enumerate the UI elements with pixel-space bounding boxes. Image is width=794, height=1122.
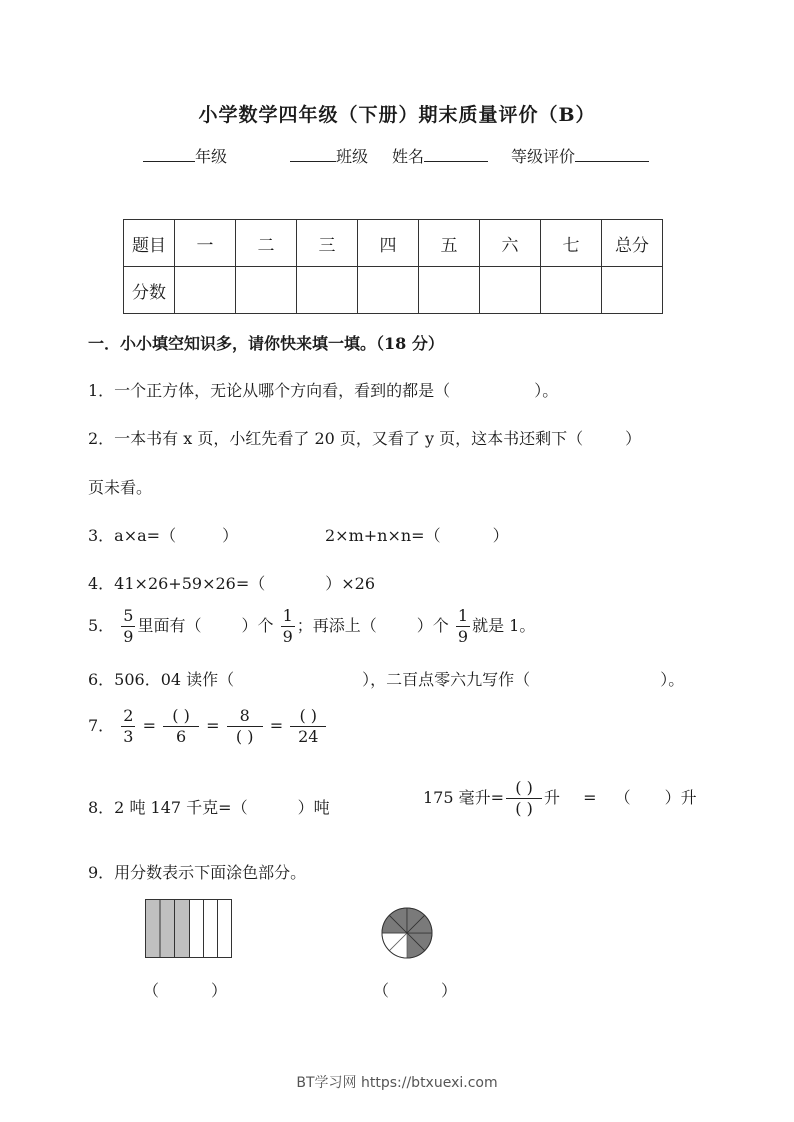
question-3b: 2×m+n×n=（ ） — [325, 526, 509, 545]
col-header: 一 — [175, 220, 236, 267]
col-header: 三 — [297, 220, 358, 267]
score-cell[interactable] — [480, 267, 541, 314]
col-header: 五 — [419, 220, 480, 267]
col-header: 六 — [480, 220, 541, 267]
name-field: 姓名 — [392, 144, 488, 167]
score-table-score-row — [124, 267, 663, 314]
question-4: 4．41×26+59×26=（ ）×26 — [88, 574, 376, 593]
col-header: 七 — [541, 220, 602, 267]
question-2-cont: 页未看。 — [88, 478, 153, 497]
question-8a: 8．2 吨 147 千克=（ ）吨 — [88, 798, 330, 817]
col-header: 总分 — [602, 220, 663, 267]
fraction-blank-numerator[interactable]: $\frac{( )}{24}$ — [290, 708, 326, 745]
score-cell[interactable] — [602, 267, 663, 314]
score-cell[interactable] — [358, 267, 419, 314]
rating-blank[interactable] — [575, 145, 649, 162]
rating-field: 等级评价 — [511, 144, 649, 167]
section-heading: 一．小小填空知识多，请你快来填一填。（18 分） — [88, 334, 444, 353]
answer-2: （ ） — [373, 981, 458, 1000]
question-8b: 175 毫升= $\frac{( )}{( )}$ 升 = （ ）升 — [423, 778, 697, 818]
score-cell[interactable] — [541, 267, 602, 314]
row-label: 分数 — [124, 267, 175, 314]
fraction: $\frac{1}{9}$ — [282, 606, 293, 646]
question-7: 7． $\frac{2}{3}$ = $\frac{( )}{6}$ = $\frac{8}{( )}$ = $\frac{( )}{24}$ — [88, 708, 328, 745]
score-cell[interactable] — [419, 267, 480, 314]
fraction-blank-numerator[interactable]: $\frac{( )}{6}$ — [163, 708, 199, 745]
question-9: 9．用分数表示下面涂色部分。 — [88, 863, 307, 882]
col-header: 四 — [358, 220, 419, 267]
name-blank[interactable] — [424, 145, 488, 162]
question-6: 6．506．04 读作（ ），二百点零六九写作（ ）。 — [88, 670, 685, 689]
fraction-blank[interactable]: $\frac{( )}{( )}$ — [506, 780, 542, 817]
question-1: 1．一个正方体，无论从哪个方向看，看到的都是（ ）。 — [88, 381, 559, 400]
fraction-blank-denominator[interactable]: $\frac{8}{( )}$ — [227, 708, 263, 745]
class-field: 班级 — [290, 144, 368, 167]
fraction: $\frac{5}{9}$ — [123, 606, 134, 646]
question-5: 5． $\frac{5}{9}$ 里面有（ ）个 $\frac{1}{9}$ ；再添上（ ）个 $\frac{1}{9}$ 就是 1。 — [88, 606, 536, 646]
question-2: 2．一本书有 x 页，小红先看了 20 页，又看了 y 页，这本书还剩下（ ） — [88, 429, 642, 448]
class-blank[interactable] — [290, 145, 336, 162]
col-header: 二 — [236, 220, 297, 267]
score-table — [123, 219, 663, 314]
question-3a: 3．a×a=（ ） — [88, 526, 239, 545]
page-title: 小学数学四年级（下册）期末质量评价（B） — [198, 104, 596, 126]
grade-blank[interactable] — [143, 145, 195, 162]
score-cell[interactable] — [236, 267, 297, 314]
shaded-rectangle-figure — [145, 899, 235, 959]
score-cell[interactable] — [175, 267, 236, 314]
row-label: 题目 — [124, 220, 175, 267]
fraction: $\frac{2}{3}$ — [123, 706, 134, 746]
score-table-header-row — [124, 220, 663, 267]
answer-1: （ ） — [143, 981, 228, 1000]
watermark-footer: BT学习网 https://btxuexi.com — [296, 1075, 498, 1091]
score-cell[interactable] — [297, 267, 358, 314]
grade-field: 年级 — [143, 144, 227, 167]
fraction: $\frac{1}{9}$ — [457, 606, 469, 646]
shaded-circle-figure — [380, 906, 434, 960]
